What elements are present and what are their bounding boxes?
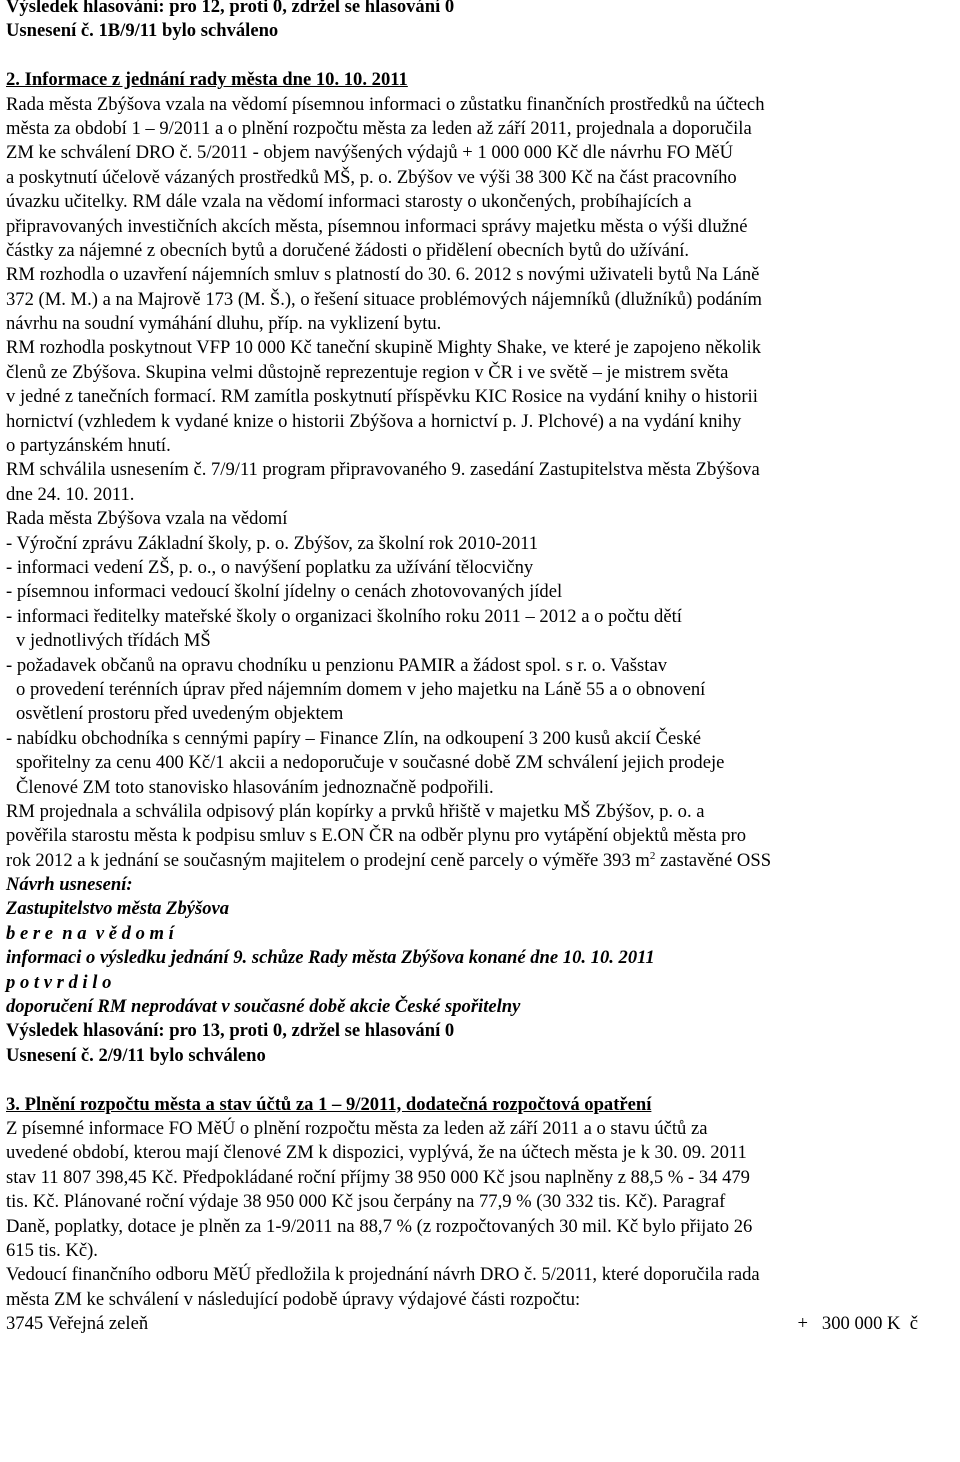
- budget-item-value: + 300 000 K č: [797, 1313, 918, 1335]
- section-2-line: ZM ke schválení DRO č. 5/2011 - objem navýšených výdajů + 1 000 000 Kč dle návrhu FO MěÚ: [6, 142, 734, 164]
- section-2-line: v jedné z tanečních formací. RM zamítla poskytnutí příspěvku KIC Rosice na vydání knihy o historii: [6, 386, 758, 408]
- section-2-line: dne 24. 10. 2011.: [6, 483, 135, 505]
- section-2-line: Rada města Zbýšova vzala na vědomí písemnou informaci o zůstatku finančních prostředků na účtech: [6, 93, 765, 115]
- text-segment: zastavěné OSS: [655, 849, 772, 871]
- spacer: [6, 1068, 958, 1092]
- section-3-line: města ZM ke schválení v následující podobě úpravy výdajové části rozpočtu:: [6, 1288, 581, 1310]
- vote-result-2: Výsledek hlasování: pro 13, proti 0, zdržel se hlasování 0: [6, 1020, 455, 1042]
- section-2-heading: 2. Informace z jednání rady města dne 10. 10. 2011: [6, 69, 408, 91]
- section-3-line: Daně, poplatky, dotace je plněn za 1-9/2011 na 88,7 % (z rozpočtovaných 30 mil. Kč bylo přijato 26: [6, 1215, 753, 1237]
- section-2-line: Rada města Zbýšova vzala na vědomí: [6, 508, 288, 530]
- proposal-label: Návrh usnesení:: [6, 874, 133, 896]
- section-2-line: pověřila starostu města k podpisu smluv s E.ON ČR na odběr plynu pro vytápění objektů města pro: [6, 825, 747, 847]
- section-3-line: tis. Kč. Plánované roční výdaje 38 950 000 Kč jsou čerpány na 77,9 % (30 332 tis. Kč). Paragraf: [6, 1191, 726, 1213]
- section-3-line: stav 11 807 398,45 Kč. Předpokládané roční příjmy 38 950 000 Kč jsou naplněny z 88,5 % - 34 479: [6, 1166, 750, 1188]
- proposal-recommendation: doporučení RM neprodávat v současné době akcie České spořitelny: [6, 996, 521, 1018]
- spacer: [6, 44, 958, 68]
- vote-result-1: Výsledek hlasování: pro 12, proti 0, zdržel se hlasování 0: [6, 0, 455, 17]
- section-3-line: 615 tis. Kč).: [6, 1239, 98, 1261]
- superscript: 2: [649, 849, 656, 862]
- section-2-line: hornictví (vzhledem k vydané knize o historii Zbýšova a hornictví p. J. Plchové) a na vydání knihy: [6, 410, 742, 432]
- text-segment: rok 2012 a k jednání se současným majitelem o prodejní ceně parcely o výměře 393 m: [6, 849, 650, 871]
- section-2-line: připravovaných investičních akcích města, písemnou informaci správy majetku města o výši dlužné: [6, 215, 748, 237]
- list-item-continuation: Členové ZM toto stanovisko hlasováním jednoznačně podpořili.: [16, 776, 494, 798]
- section-2-line: částky za nájemné z obecních bytů a doručené žádosti o přidělení obecních bytů do užívání.: [6, 239, 690, 261]
- list-item-continuation: spořitelny za cenu 400 Kč/1 akcii a nedoporučuje v současné době ZM schválení jejich prodeje: [16, 752, 725, 774]
- document-page: [6, 0, 958, 1336]
- section-2-line: o partyzánském hnutí.: [6, 435, 171, 457]
- resolution-2: Usnesení č. 2/9/11 bylo schváleno: [6, 1044, 266, 1066]
- list-item: - nabídku obchodníka s cennými papíry – Finance Zlín, na odkoupení 3 200 kusů akcií České: [6, 727, 702, 749]
- list-item-continuation: v jednotlivých třídách MŠ: [16, 630, 211, 652]
- section-3-line: Z písemné informace FO MěÚ o plnění rozpočtu města za leden až září 2011 a o stavu účtů za: [6, 1117, 708, 1139]
- section-2-line: RM rozhodla o uzavření nájemních smluv s platností do 30. 6. 2012 s novými uživateli bytů Na Láně: [6, 264, 760, 286]
- section-2-line: návrhu na soudní vymáhání dluhu, příp. na vyklizení bytu.: [6, 313, 442, 335]
- section-2-line: RM rozhodla poskytnout VFP 10 000 Kč taneční skupině Mighty Shake, ve které je zapojeno několik: [6, 337, 761, 359]
- section-2-line-with-superscript: [6, 849, 958, 873]
- list-item: - písemnou informaci vedoucí školní jídelny o cenách zhotovovaných jídel: [6, 581, 563, 603]
- section-3-heading: 3. Plnění rozpočtu města a stav účtů za 1 – 9/2011, dodatečná rozpočtová opatření: [6, 1093, 652, 1115]
- section-2-line: a poskytnutí účelově vázaných prostředků MŠ, p. o. Zbýšov ve výši 38 300 Kč na část pracovního: [6, 166, 737, 188]
- budget-item-row: [6, 1312, 918, 1336]
- section-2-line: 372 (M. M.) a na Majrově 173 (M. Š.), o řešení situace problémových nájemníků (dlužníků) podáním: [6, 288, 762, 310]
- proposal-takes-note: b e r e n a v ě d o m í: [6, 922, 174, 944]
- proposal-info: informaci o výsledku jednání 9. schůze Rady města Zbýšova konané dne 10. 10. 2011: [6, 947, 655, 969]
- resolution-1: Usnesení č. 1B/9/11 bylo schváleno: [6, 20, 279, 42]
- section-2-line: členů ze Zbýšova. Skupina velmi důstojně reprezentuje region v ČR i ve světě – je mistrem světa: [6, 361, 729, 383]
- list-item-continuation: o provedení terénních úprav před nájemním domem v jeho majetku na Láně 55 a o obnovení: [16, 678, 706, 700]
- proposal-body: Zastupitelstvo města Zbýšova: [6, 898, 230, 920]
- budget-item-label: 3745 Veřejná zeleň: [6, 1313, 149, 1335]
- section-2-line: RM projednala a schválila odpisový plán kopírky a prvků hřiště v majetku MŠ Zbýšov, p. o. a: [6, 800, 705, 822]
- section-2-line: města za období 1 – 9/2011 a o plnění rozpočtu města za leden až září 2011, projednala a doporučila: [6, 117, 752, 139]
- proposal-confirms: p o t v r d i l o: [6, 971, 112, 993]
- list-item: - informaci vedení ZŠ, p. o., o navýšení poplatku za užívání tělocvičny: [6, 556, 534, 578]
- list-item: - Výroční zprávu Základní školy, p. o. Zbýšov, za školní rok 2010-2011: [6, 532, 539, 554]
- section-2-line: úvazku učitelky. RM dále vzala na vědomí informaci starosty o ukončených, probíhajících a: [6, 191, 692, 213]
- list-item-continuation: osvětlení prostoru před uvedeným objektem: [16, 703, 344, 725]
- list-item: - informaci ředitelky mateřské školy o organizaci školního roku 2011 – 2012 a o počtu dětí: [6, 605, 682, 627]
- section-2-line: RM schválila usnesením č. 7/9/11 program připravovaného 9. zasedání Zastupitelstva města Zbýšova: [6, 459, 760, 481]
- list-item: - požadavek občanů na opravu chodníku u penzionu PAMIR a žádost spol. s r. o. Vašstav: [6, 654, 667, 676]
- section-3-line: uvedené období, kterou mají členové ZM k dispozici, vyplývá, že na účtech města je k 30. 09. 2011: [6, 1142, 747, 1164]
- section-3-line: Vedoucí finančního odboru MěÚ předložila k projednání návrh DRO č. 5/2011, které doporučila rada: [6, 1264, 760, 1286]
